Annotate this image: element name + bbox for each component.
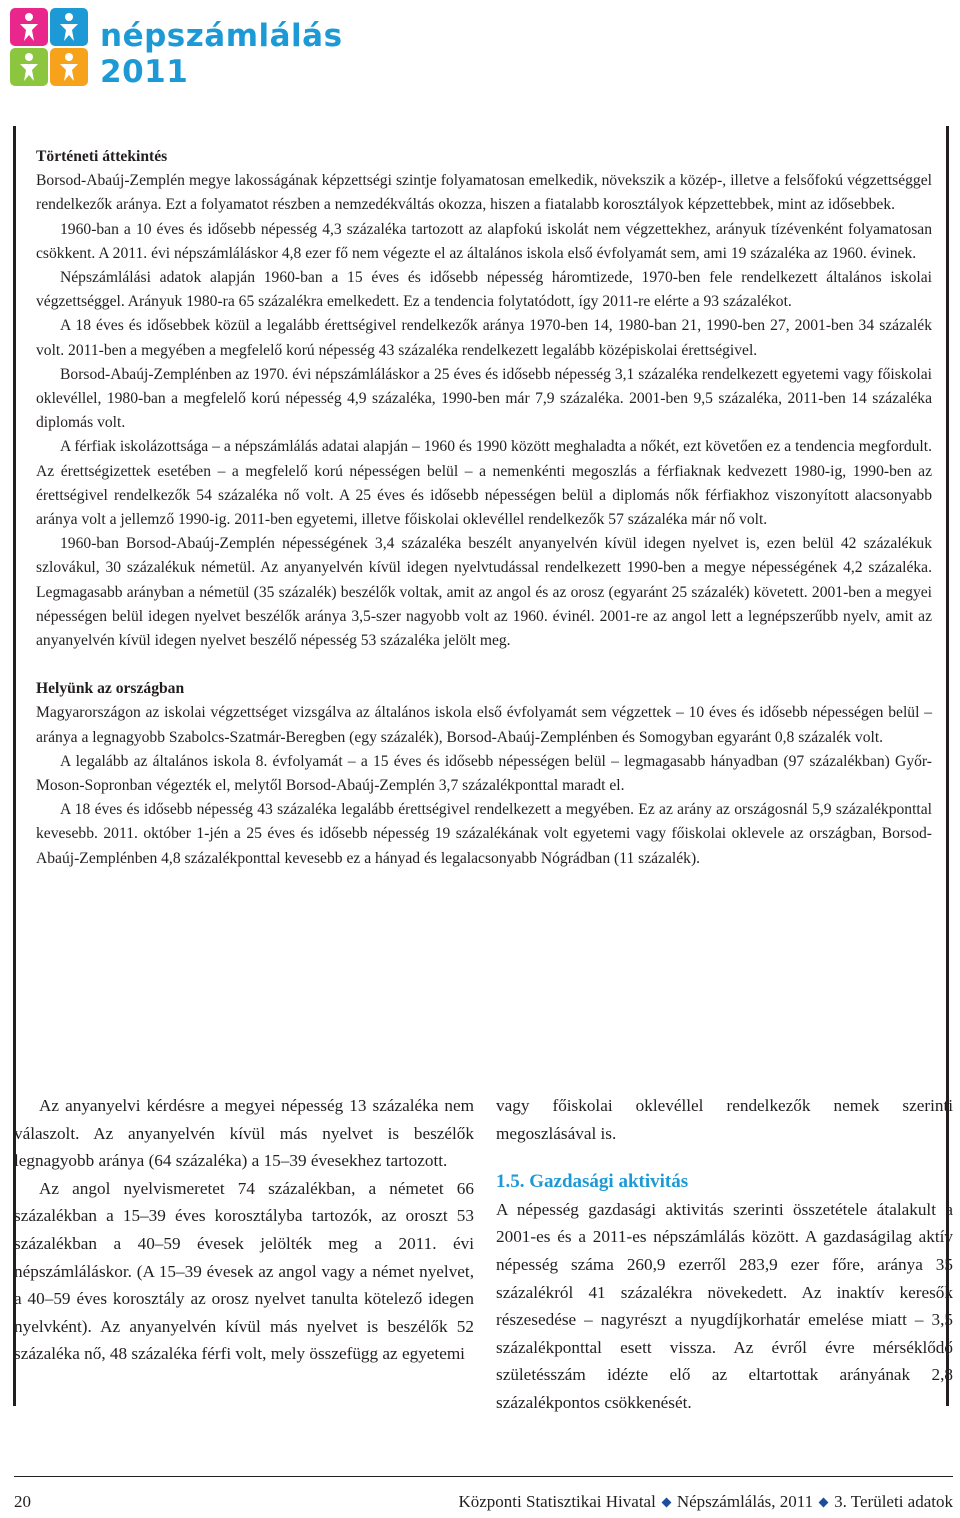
paragraph: A népesség gazdasági aktivitás szerinti összetétele átalakult a 2001-es és a 2011-es népszámlálás között. A gazdaságilag aktív népesség száma 260,9 ezerről 283,9 ezer főre, aránya 35 százalékról 41 százalékra növekedett. Az inaktív keresők részesedése – nagyrészt a nyugdíjkorhatár emelése miatt – 3,5 százalékponttal esett vissza. Az évről évre mérséklődő születésszám idézte elő az eltartottak arányának 2,8 százalékpontos csökkenését. [496,1199,953,1412]
left-column [14,1092,474,1368]
logo-title: népszámlálás [100,18,343,54]
summary-box [36,145,932,871]
footer-running-title [458,1492,953,1512]
section-heading-economic-activity: 1.5. Gazdasági aktivitás [496,1171,689,1193]
page-number: 20 [14,1492,31,1511]
census-logo [10,8,343,90]
paragraph: Borsod-Abaúj-Zemplén megye lakosságának képzettségi szintje folyamatosan emelkedik, növekszik a közép-, illetve a felsőfokú végzettséggel rendelkezők aránya. Ezt a folyamatot részben a nemzedékváltás okozza, hiszen a fiatalabb korosztályok képzettebbek, mint az idősebbek. [36,172,932,214]
footer-series: Népszámlálás, 2011 [676,1492,814,1511]
paragraph-continuation: vagy főiskolai oklevéllel rendelkezők nemek szerinti megoszlásával is. [496,1096,953,1143]
section-title-history: Történeti áttekintés [36,148,168,165]
diamond-icon [661,1497,671,1507]
paragraph: Népszámlálási adatok alapján 1960-ban a 15 éves és idősebb népesség háromtizede, 1970-ben fele rendelkezett általános iskolai végzettséggel. Arányuk 1980-ra 65 százalékra emelkedett. Ez a tendencia folytatódott, így 2011-re elérte a 93 százalékot. [36,269,932,311]
right-column [496,1092,953,1417]
paragraph: Az anyanyelvi kérdésre a megyei népesség 13 százaléka nem válaszolt. Az anyanyelvén kívül más nyelvet is beszélők legnagyobb aránya (64 százaléka) a 15–39 évesekhez tartozott. [14,1096,474,1171]
paragraph: A férfiak iskolázottsága – a népszámlálás adatai alapján – 1960 és 1990 között meghaladta a nőkét, ezt követően ez a tendencia megfordult. Az érettségizettek esetében – a megfelelő korú népességen belül – a nemenkénti megoszlás a férfiaknak kedvezett 1980-ig, 1990-ben az érettségivel rendelkezők 54 százaléka nő volt. A 25 éves és idősebb népességen belül a diplomás nők férfiakhoz viszonyított alacsonyabb aránya volt a jellemző 1990-ig. 2011-ben egyetemi, illetve főiskolai oklevéllel rendelkezők 57 százaléka már nő volt. [36,438,932,529]
paragraph: A legalább az általános iskola 8. évfolyamát – a 15 éves és idősebb népességen belül – legmagasabb hányadban (97 százalékban) Győr-Moson-Sopronban végezték el, melytől Borsod-Abaúj-Zemplén 3,7 százalékponttal maradt el. [36,752,932,795]
paragraph: Borsod-Abaúj-Zemplénben az 1970. évi népszámláláskor a 25 éves és idősebb népesség 3,1 százaléka rendelkezett egyetemi vagy főiskolai oklevéllel, 1980-ban a megfelelő korú népesség 4,9 százaléka, 1990-ben már 7,9 százaléka. 2001-ben 9,5 százaléka, 2011-ben 14 százaléka diplomás volt. [36,365,932,432]
footer-publisher: Központi Statisztikai Hivatal [458,1492,656,1511]
paragraph: Az angol nyelvismeretet 74 százalékban, a németet 66 százalékban a 15–39 éves korosztályba tartozók, az oroszt 53 százalékban a 40–59 évesek jelölték meg a 2011. évi népszámláláskor. (A 15–39 évesek az angol vagy a német nyelvet, a 40–59 éves korosztály az orosz nyelvet tanulta kötelező idegen nyelvként). Az anyanyelvén kívül más nyelvet is beszélők 52 százaléka nő, 48 százaléka férfi volt, mely összefügg az egyetemi [14,1178,474,1364]
paragraph: A 18 éves és idősebbek közül a legalább érettségivel rendelkezők aránya 1970-ben 14, 1980-ban 21, 1990-ben 27, 2001-ben 34 százalék volt. 2011-ben a megyében a megfelelő korú népesség 43 százaléka rendelkezett legalább középiskolai érettségivel. [36,317,932,359]
section-title-country: Helyünk az országban [36,680,185,698]
paragraph: Magyarországon az iskolai végzettséget vizsgálva az általános iskola első évfolyamát sem végzettek – 10 éves és idősebb népességen belül – aránya a legnagyobb Szabolcs-Szatmár-Beregben (egy százalék), Borsod-Abaúj-Zemplénben és Somogyban egyaránt 0,8 százalék volt. [36,704,932,746]
paragraph: A 18 éves és idősebb népesség 43 százaléka legalább érettségivel rendelkezett a megyében. Ez az arány az országosnál 5,9 százalékponttal kevesebb. 2011. október 1-jén a 25 éves és idősebb népesség 19 százalékának volt egyetemi vagy főiskolai oklevele az országban, Borsod-Abaúj-Zemplénben 4,8 százalékponttal kevesebb ez a hányad és legalacsonyabb Nógrádban (11 százalék). [36,801,932,867]
logo-year: 2011 [100,54,189,90]
footer-chapter: 3. Területi adatok [834,1492,953,1511]
footer-divider [14,1476,953,1477]
paragraph: 1960-ban Borsod-Abaúj-Zemplén népességének 3,4 százaléka beszélt anyanyelvén kívül idegen nyelvet is, ezen belül 42 százalékuk szlovákul, 30 százalékuk németül. Az anyanyelvén kívül idegen nyelvtudással rendelkezett 1990-ben a megye népességének 4,2 százaléka. Legmagasabb arányban a németül (35 százalék) beszélők voltak, amit az angol és az orosz (egyaránt 25 százalék) követett. 2001-ben a megyei népességen belül idegen nyelvet beszélők aránya 3,5-szer nagyobb volt az 1960. évinél. 2001-re az angol lett a legnépszerűbb nyelv, amit az anyanyelvén kívül idegen nyelvet beszélő népesség 53 százaléka jelölt meg. [36,535,932,650]
paragraph: 1960-ban a 10 éves és idősebb népesség 4,3 százaléka tartozott az alapfokú iskolát nem végzettekhez, arányuk tízévenként folyamatosan csökkent. A 2011. évi népszámláláskor 4,8 ezer fő nem végezte el az általános iskola első évfolyamát sem, ami 19 százaléka az 1960. évinek. [36,220,932,262]
diamond-icon [819,1497,829,1507]
census-logo-icon [10,8,88,88]
